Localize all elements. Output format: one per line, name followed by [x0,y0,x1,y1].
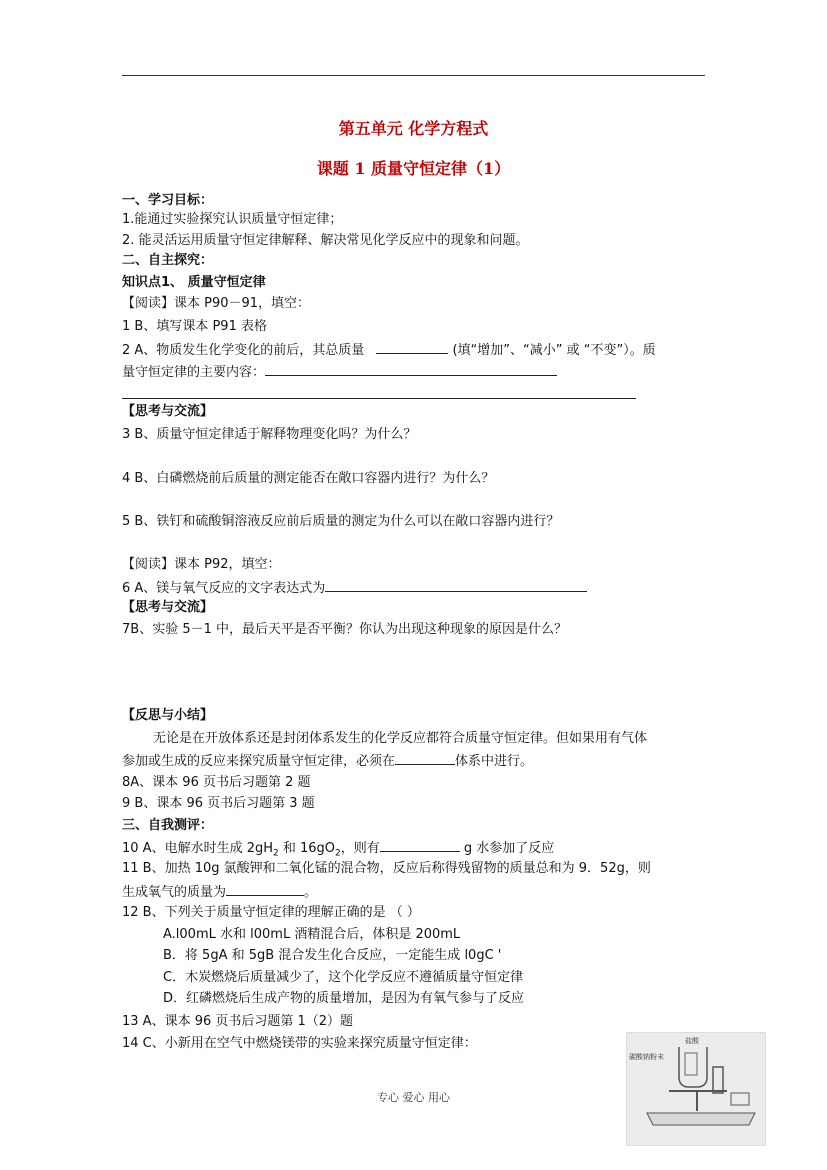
section1-heading: 一、学习目标： [122,193,214,208]
question-7: 7B、实验 5－1 中，最后天平是否平衡？你认为出现这种现象的原因是什么？ [122,622,567,637]
question-11-cont [122,883,317,901]
question-2 [122,341,656,359]
question-2-content-label: 量守恒定律的主要内容： [122,365,266,380]
question-6-text: 6 A、镁与氧气反应的文字表达式为 [122,581,326,596]
q11-text: 生成氧气的质量为 [122,885,227,900]
summary-text: 参加或生成的反应来探究质量守恒定律，必须在 [122,754,396,769]
q12-option-d: D．红磷燃烧后生成产物的质量增加，是因为有氧气参与了反应 [163,991,525,1006]
reading-instruction-1: 【阅读】课本 P90－91，填空： [122,296,311,311]
subscript: 2 [273,848,279,859]
section3-heading: 三、自我测评： [122,818,214,833]
question-4: 4 B、白磷燃烧前后质量的测定能否在敞口容器内进行？为什么？ [122,471,495,486]
lesson-title: 课题 1 质量守恒定律（1） [316,159,511,178]
q10-text: 10 A、电解水时生成 2gH [122,841,273,856]
question-14: 14 C、小新用在空气中燃烧镁带的实验来探究质量守恒定律： [122,1036,477,1051]
reading-instruction-2: 【阅读】课本 P92，填空： [122,557,281,572]
think-discuss-heading: 【思考与交流】 [122,404,214,419]
q10-text: ，则有 [340,841,380,856]
answer-blank[interactable] [376,341,448,354]
knowledge-point-1: 知识点1、 质量守恒定律 [122,275,266,290]
q12-option-c: C．木炭燃烧后质量减少了，这个化学反应不遵循质量守恒定律 [163,970,524,985]
answer-line[interactable] [122,398,636,399]
section2-heading: 二、自主探究： [122,253,214,268]
header-rule [122,75,705,76]
subscript: 2 [335,848,341,859]
answer-blank[interactable] [380,839,460,852]
summary-line-1: 无论是在开放体系还是封闭体系发生的化学反应都符合质量守恒定律。但如果用有气体 [153,731,648,746]
objective-2: 2. 能灵活运用质量守恒定律解释、解决常见化学反应中的现象和问题。 [122,233,529,248]
question-12: 12 B、下列关于质量守恒定律的理解正确的是 （ ） [122,905,420,920]
answer-blank[interactable] [226,883,304,896]
answer-blank[interactable] [325,579,587,592]
question-9: 9 B、课本 96 页书后习题第 3 题 [122,796,315,811]
question-10 [122,839,554,862]
unit-title: 第五单元 化学方程式 [338,119,489,138]
question-1: 1 B、填写课本 P91 表格 [122,319,267,334]
figure-label-powder: 碳酸钠粉末 [629,1053,664,1061]
question-11: 11 B、加热 10g 氯酸钾和二氧化锰的混合物，反应后称得残留物的质量总和为 9．52g，则 [122,861,651,876]
question-8: 8A、课本 96 页书后习题第 2 题 [122,775,311,790]
summary-line-2 [122,752,533,770]
objective-1: 1.能通过实验探究认识质量守恒定律； [122,212,343,227]
answer-blank[interactable] [265,363,557,376]
question-5: 5 B、铁钉和硫酸铜溶液反应前后质量的测定为什么可以在敞口容器内进行？ [122,514,560,529]
q12-option-b: B．将 5gA 和 5gB 混合发生化合反应，一定能生成 l0gC ' [163,948,502,963]
question-13: 13 A、课本 96 页书后习题第 1（2）题 [122,1014,354,1029]
answer-blank[interactable] [395,752,455,765]
q12-option-a: A.l00mL 水和 l00mL 酒精混合后，体积是 200mL [163,927,461,942]
question-2-text: 2 A、物质发生化学变化的前后，其总质量 [122,343,365,358]
summary-heading: 【反思与小结】 [122,708,214,723]
question-6 [122,579,587,597]
q10-text: 和 16gO [278,841,336,856]
question-2-cont [122,363,557,381]
figure-label-acid: 盐酸 [685,1037,699,1045]
question-2-hint: (填“增加”、“减小” 或 “不变”）。质 [452,343,656,358]
think-discuss-heading: 【思考与交流】 [122,600,214,615]
q11-text: 。 [304,885,318,900]
question-3: 3 B、质量守恒定律适于解释物理变化吗？为什么？ [122,427,417,442]
summary-text-end: 体系中进行。 [455,754,534,769]
q10-text: g 水参加了反应 [459,841,555,856]
page-footer: 专心 爱心 用心 [377,1091,450,1104]
